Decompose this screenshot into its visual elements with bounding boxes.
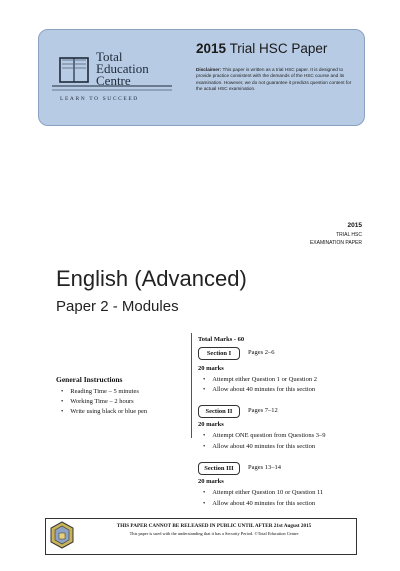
paper-title-text: Trial HSC Paper bbox=[229, 41, 328, 56]
section-3-bullet-2: • Allow about 40 minutes for this section bbox=[203, 500, 315, 507]
paper-title-year: 2015 bbox=[196, 41, 227, 56]
section-3-bullet-1: • Attempt either Question 10 or Question 11 bbox=[203, 489, 323, 496]
column-divider bbox=[191, 333, 192, 438]
section-3-label: Section III bbox=[198, 462, 240, 475]
footer-release-notice: THIS PAPER CANNOT BE RELEASED IN PUBLIC UNTIL AFTER 21st August 2015 bbox=[116, 523, 312, 529]
logo-text bbox=[96, 51, 149, 87]
logo-line-2: Education bbox=[96, 61, 149, 76]
footer-security-notice: This paper is used with the understanding that it has a Security Period. ©Total Education Centre bbox=[129, 531, 299, 536]
section-1-bullet-1: • Attempt either Question 1 or Question 2 bbox=[203, 376, 317, 383]
section-2-bullet-2: • Allow about 40 minutes for this section bbox=[203, 443, 315, 450]
general-instruction-item: • Write using black or blue pen bbox=[61, 408, 147, 415]
section-2-pages: Pages 7–12 bbox=[248, 407, 278, 414]
paper-subtitle: Paper 2 - Modules bbox=[56, 298, 179, 315]
logo-tagline: LEARN TO SUCCEED bbox=[60, 96, 139, 102]
paper-title bbox=[196, 41, 327, 56]
logo-line-3: Centre bbox=[96, 73, 131, 88]
section-1-label: Section I bbox=[198, 347, 240, 360]
section-1-bullet-2: • Allow about 40 minutes for this section bbox=[203, 386, 315, 393]
section-3-pages: Pages 13–14 bbox=[248, 464, 282, 471]
disclaimer bbox=[196, 67, 356, 92]
disclaimer-text: This paper is written as a trial HSC paper. It is designed to provide practice consistent with the demands of the HSC course and its examination. However, we do not guarantee it predicts question content for the actual HSC examination. bbox=[196, 67, 352, 91]
corner-line-2: EXAMINATION PAPER bbox=[309, 240, 362, 246]
general-instruction-item: • Working Time – 2 hours bbox=[61, 398, 134, 405]
subject-title: English (Advanced) bbox=[56, 266, 247, 291]
section-3-marks: 20 marks bbox=[198, 478, 224, 485]
section-2-bullet-1: • Attempt ONE question from Questions 3–9 bbox=[203, 432, 325, 439]
disclaimer-label: Disclaimer: bbox=[196, 67, 222, 72]
security-seal-icon bbox=[49, 521, 75, 549]
section-1-marks: 20 marks bbox=[198, 365, 224, 372]
logo-line-1: Total bbox=[96, 49, 123, 64]
general-instruction-item: • Reading Time – 5 minutes bbox=[61, 388, 139, 395]
section-1-pages: Pages 2–6 bbox=[248, 349, 275, 356]
corner-year: 2015 bbox=[347, 222, 362, 229]
total-marks: Total Marks - 60 bbox=[198, 336, 245, 343]
section-2-label: Section II bbox=[198, 405, 240, 418]
section-2-marks: 20 marks bbox=[198, 421, 224, 428]
general-instructions-heading: General Instructions bbox=[56, 375, 123, 384]
corner-line-1: TRIAL HSC bbox=[336, 232, 362, 238]
